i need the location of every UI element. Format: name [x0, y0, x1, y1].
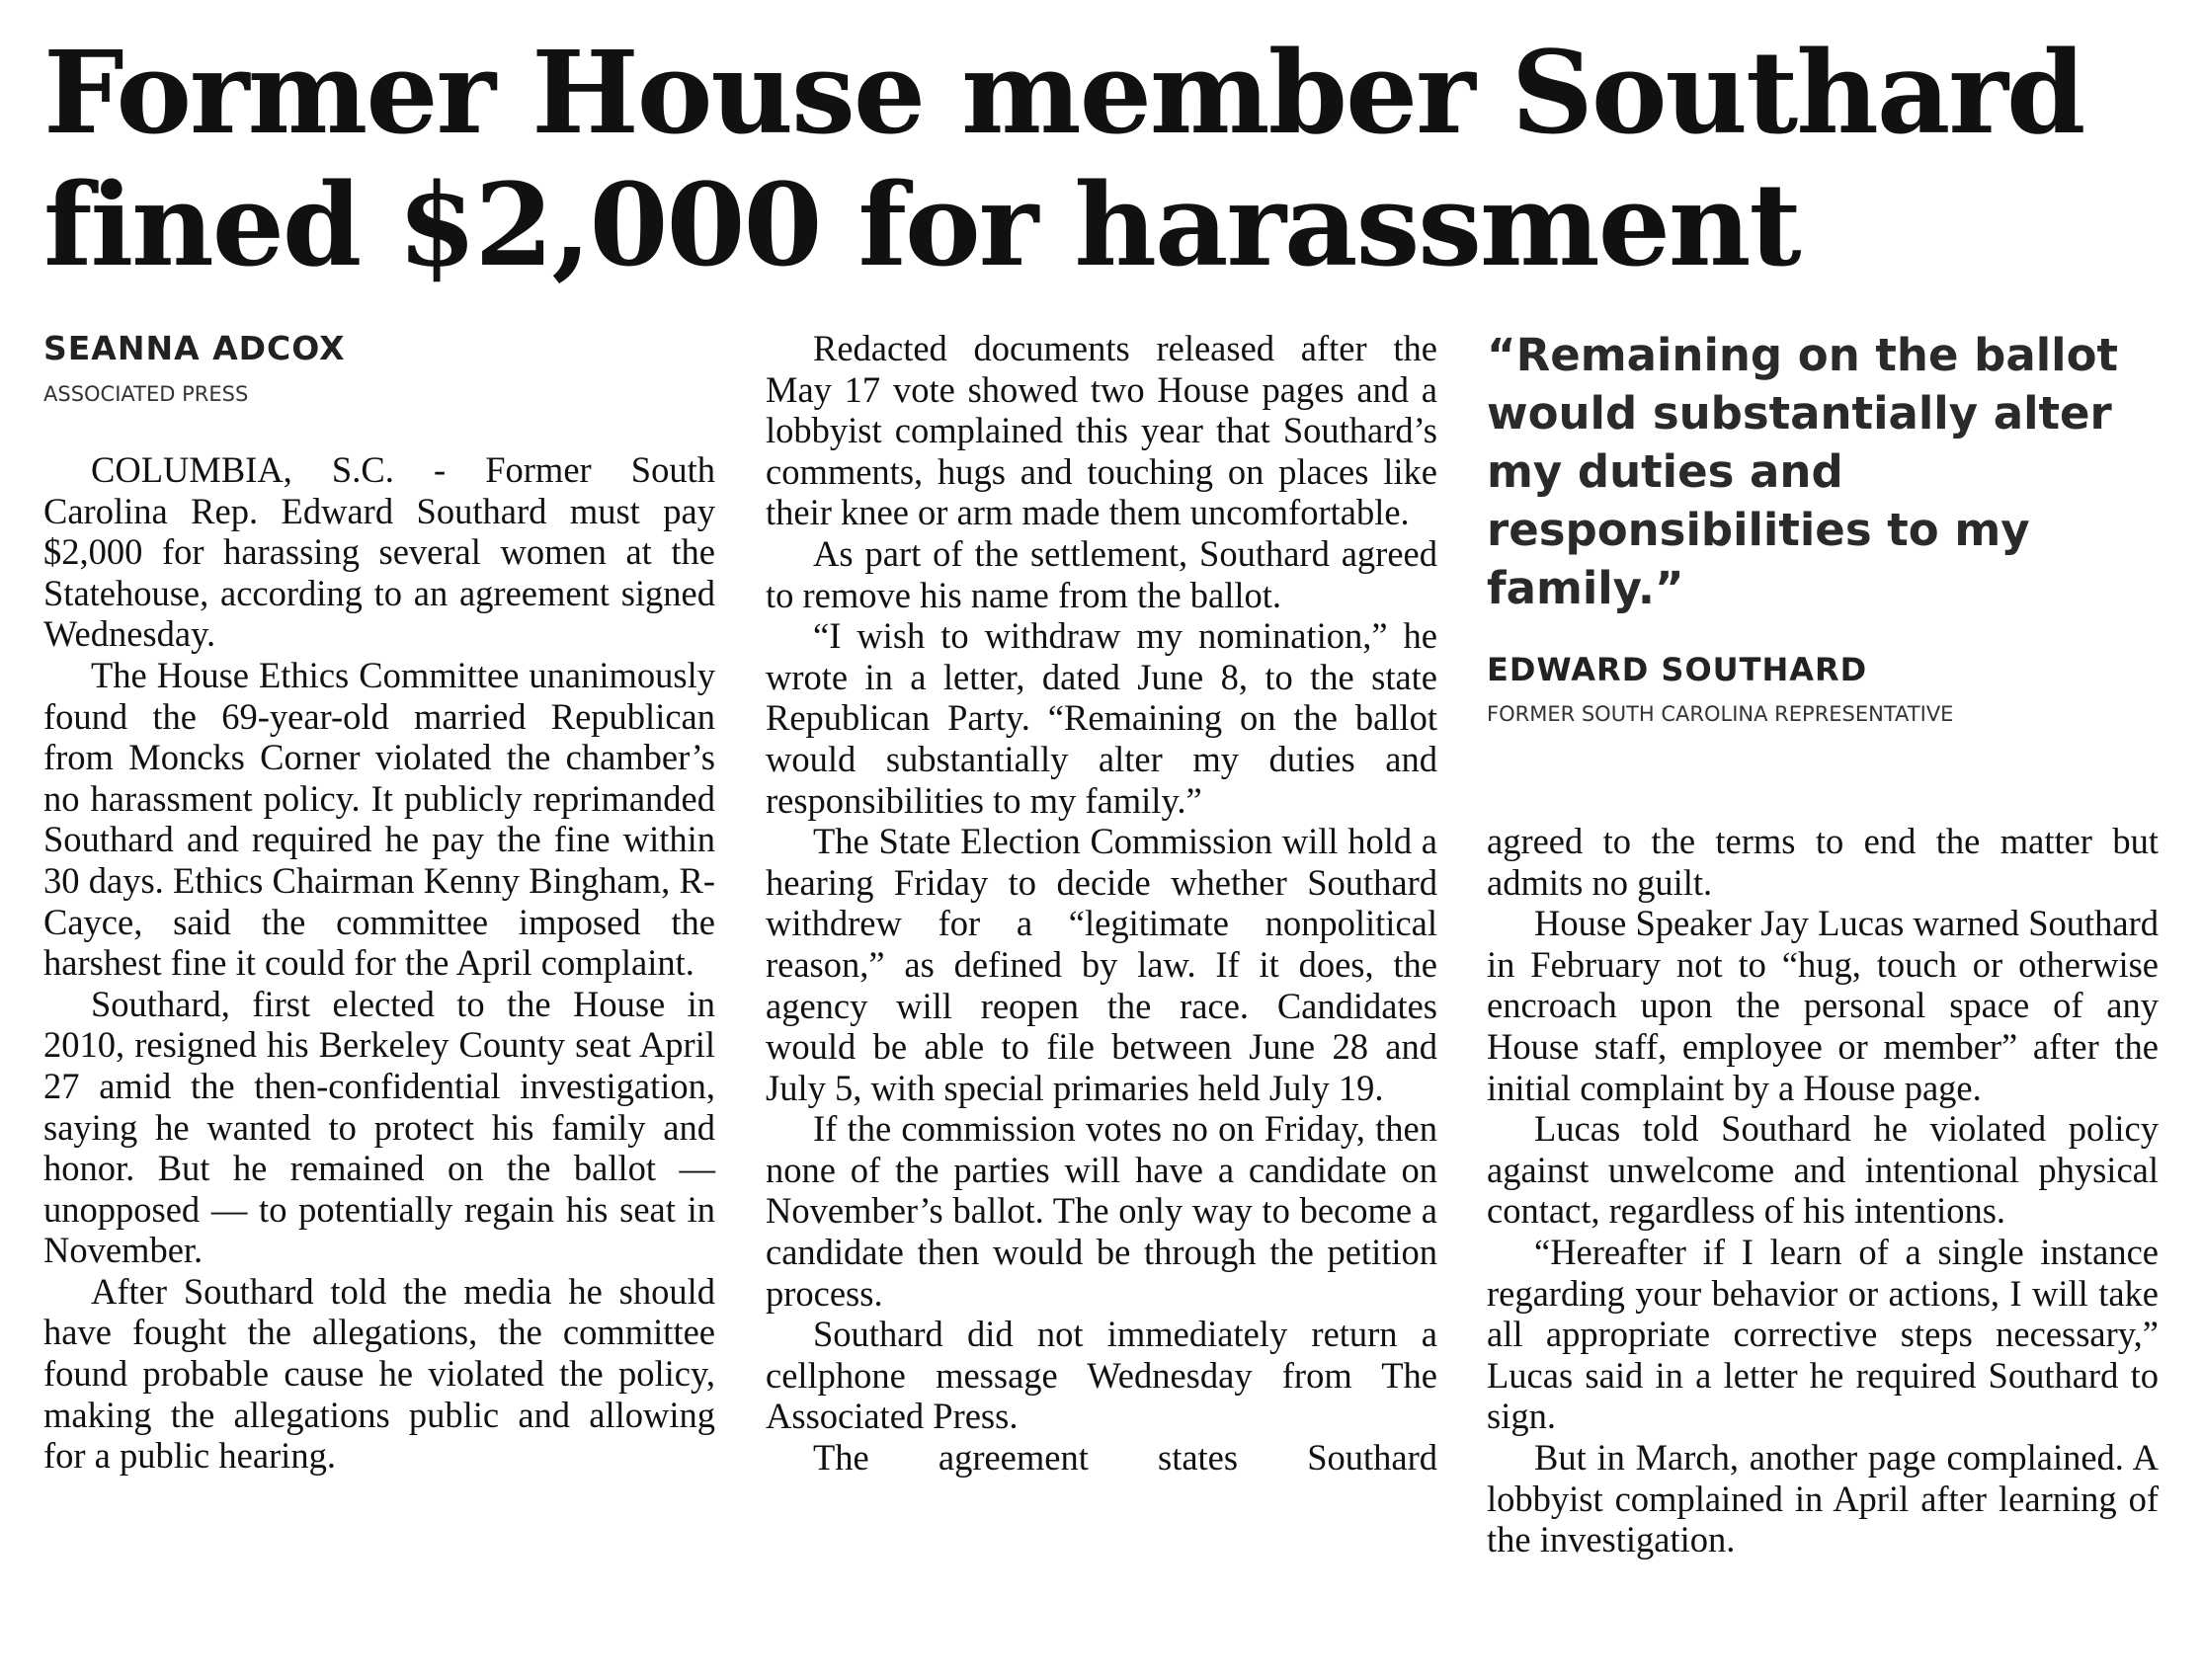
article-column-1	[43, 449, 715, 1477]
paragraph: “I wish to withdraw my nomination,” he wrote in a letter, dated June 8, to the state Republican Party. “Remaining on the ballot would substantially alter my duties and responsibilities to my family.”	[766, 615, 1437, 821]
paragraph: COLUMBIA, S.C. - Former South Carolina Rep. Edward Southard must pay $2,000 for harassing several women at the Statehouse, according to an agreement signed Wednesday.	[43, 449, 715, 655]
paragraph: Southard did not immediately return a cellphone message Wednesday from The Associated Press.	[766, 1314, 1437, 1437]
paragraph: The State Election Commission will hold a hearing Friday to decide whether Southard withdrew for a “legitimate nonpolitical reason,” as defined by law. If it does, the agency will reopen the race. Candidates would be able to file between June 28 and July 5, with special primaries held July 19.	[766, 821, 1437, 1108]
headline-line-1: Former House member Southard	[43, 27, 2084, 160]
article-column-3	[1487, 821, 2159, 1560]
pull-quote-attribution-name: EDWARD SOUTHARD	[1487, 651, 1868, 688]
paragraph: After Southard told the media he should have fought the allegations, the committee found probable cause he violated the policy, making the allegations public and allowing for a public hearing.	[43, 1270, 715, 1477]
paragraph: Redacted documents released after the May 17 vote showed two House pages and a lobbyist complained this year that Southard’s comments, hugs and touching on places like their knee or arm made them uncomfortable.	[766, 328, 1437, 533]
paragraph: agreed to the terms to end the matter but admits no guilt.	[1487, 821, 2159, 903]
pull-quote-attribution-title: FORMER SOUTH CAROLINA REPRESENTATIVE	[1487, 702, 1954, 726]
paragraph: Southard, first elected to the House in 2010, resigned his Berkeley County seat April 27 amid the then-confidential investigation, saying he wanted to protect his family and honor. But he remained on the ballot — unopposed — to potentially regain his seat in November.	[43, 983, 715, 1271]
headline	[43, 28, 2167, 292]
paragraph: The House Ethics Committee unanimously found the 69-year-old married Republican from Moncks Corner violated the chamber’s no harassment policy. It publicly reprimanded Southard and required he pay the fine within 30 days. Ethics Chairman Kenny Bingham, R-Cayce, said the committee imposed the harshest fine it could for the April complaint.	[43, 654, 715, 984]
headline-line-2: fined $2,000 for harassment	[43, 159, 1800, 292]
paragraph: But in March, another page complained. A lobbyist complained in April after learning of the investigation.	[1487, 1436, 2159, 1560]
paragraph: As part of the settlement, Southard agreed to remove his name from the ballot.	[766, 532, 1437, 615]
paragraph: Lucas told Southard he violated policy against unwelcome and intentional physical contact, regardless of his intentions.	[1487, 1108, 2159, 1232]
article-column-2	[766, 328, 1437, 1479]
paragraph: If the commission votes no on Friday, then none of the parties will have a candidate on November’s ballot. The only way to become a candidate then would be through the petition process.	[766, 1108, 1437, 1314]
byline-author: SEANNA ADCOX	[43, 329, 346, 367]
paragraph: The agreement states Southard	[813, 1437, 1437, 1479]
pull-quote: “Remaining on the ballot would substantially alter my duties and responsibilities to my family.”	[1487, 329, 2119, 614]
byline-organization: ASSOCIATED PRESS	[43, 382, 249, 406]
paragraph: “Hereafter if I learn of a single instance regarding your behavior or actions, I will take all appropriate corrective steps necessary,” Lucas said in a letter he required Southard to sign.	[1487, 1231, 2159, 1437]
paragraph: House Speaker Jay Lucas warned Southard in February not to “hug, touch or otherwise encroach upon the personal space of any House staff, employee or member” after the initial complaint by a House page.	[1487, 903, 2159, 1108]
